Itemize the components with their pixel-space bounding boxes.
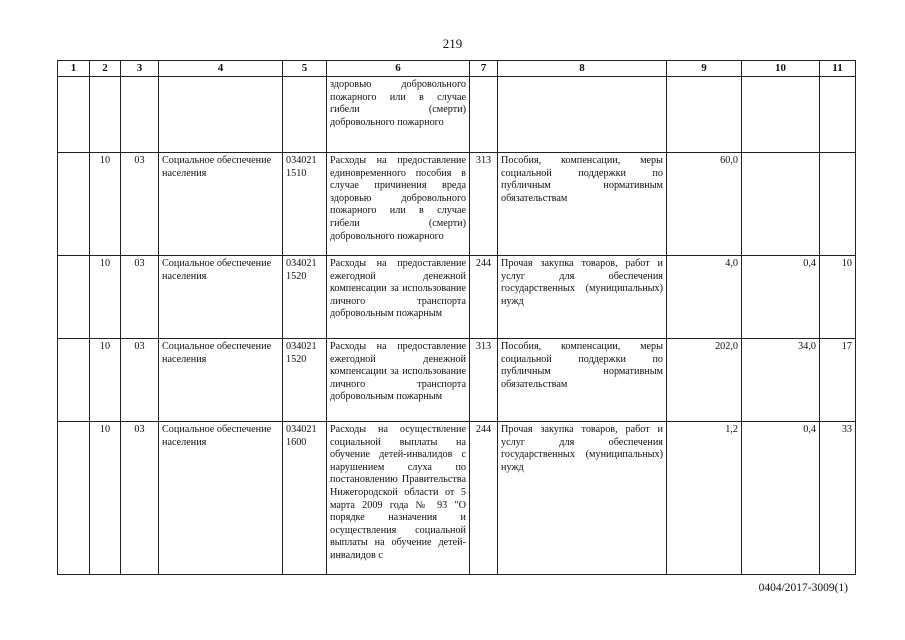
cell-c11 bbox=[820, 77, 856, 153]
cell-percent: 10 bbox=[820, 256, 856, 339]
col-header-10: 10 bbox=[742, 61, 820, 77]
cell-c5 bbox=[283, 77, 327, 153]
cell-section: 10 bbox=[90, 422, 121, 575]
cell-section-name: Социальное обеспечение населения bbox=[159, 422, 283, 575]
col-header-9: 9 bbox=[667, 61, 742, 77]
cell-percent bbox=[820, 153, 856, 256]
cell-c10 bbox=[742, 77, 820, 153]
cell-amount: 1,2 bbox=[667, 422, 742, 575]
cell-amount-2: 0,4 bbox=[742, 256, 820, 339]
cell-c1 bbox=[58, 77, 90, 153]
cell-section-name: Социальное обеспечение населения bbox=[159, 256, 283, 339]
document-code: 0404/2017-3009(1) bbox=[758, 582, 848, 594]
cell-section: 10 bbox=[90, 153, 121, 256]
cell-c1 bbox=[58, 153, 90, 256]
cell-amount: 4,0 bbox=[667, 256, 742, 339]
cell-amount-2: 0,4 bbox=[742, 422, 820, 575]
cell-c1 bbox=[58, 422, 90, 575]
table-row-continuation bbox=[58, 77, 856, 153]
col-header-6: 6 bbox=[327, 61, 470, 77]
cell-target-code: 034021 1520 bbox=[283, 339, 327, 422]
cell-expense-type-name: Пособия, компенсации, меры социальной поддержки по публичным нормативным обязательствам bbox=[498, 339, 667, 422]
cell-amount: 202,0 bbox=[667, 339, 742, 422]
col-header-11: 11 bbox=[820, 61, 856, 77]
cell-subsection: 03 bbox=[121, 153, 159, 256]
cell-c3 bbox=[121, 77, 159, 153]
cell-percent: 33 bbox=[820, 422, 856, 575]
page-number: 219 bbox=[442, 36, 463, 51]
col-header-4: 4 bbox=[159, 61, 283, 77]
cell-c6: здоровью добровольного пожарного или в случае гибели (смерти) добровольного пожарного bbox=[327, 77, 470, 153]
cell-expense-description: Расходы на предоставление ежегодной денежной компенсации за использование личного транспорта добровольным пожарным bbox=[327, 256, 470, 339]
cell-section-name: Социальное обеспечение населения bbox=[159, 339, 283, 422]
cell-c7 bbox=[470, 77, 498, 153]
cell-section: 10 bbox=[90, 256, 121, 339]
header-row bbox=[58, 61, 856, 77]
cell-expense-description: Расходы на предоставление ежегодной денежной компенсации за использование личного транспорта добровольным пожарным bbox=[327, 339, 470, 422]
cell-expense-type: 244 bbox=[470, 256, 498, 339]
table-row bbox=[58, 422, 856, 575]
cell-target-code: 034021 1520 bbox=[283, 256, 327, 339]
col-header-7: 7 bbox=[470, 61, 498, 77]
cell-c1 bbox=[58, 256, 90, 339]
cell-c8 bbox=[498, 77, 667, 153]
cell-expense-description: Расходы на осуществление социальной выплаты на обучение детей-инвалидов с нарушением слуха по постановлению Правительства Нижегородской области от 5 марта 2009 года № 93 "О порядке назначения и осуществления социальной выплаты на обучение детей-инвалидов с bbox=[327, 422, 470, 575]
cell-percent: 17 bbox=[820, 339, 856, 422]
cell-subsection: 03 bbox=[121, 339, 159, 422]
table-row bbox=[58, 256, 856, 339]
cell-expense-type-name: Прочая закупка товаров, работ и услуг для обеспечения государственных (муниципальных) нужд bbox=[498, 256, 667, 339]
col-header-8: 8 bbox=[498, 61, 667, 77]
cell-expense-description: Расходы на предоставление единовременного пособия в случае причинения вреда здоровью добровольного пожарного или в случае гибели (смерти) добровольного пожарного bbox=[327, 153, 470, 256]
cell-c9 bbox=[667, 77, 742, 153]
table-row bbox=[58, 339, 856, 422]
cell-c4 bbox=[159, 77, 283, 153]
col-header-3: 3 bbox=[121, 61, 159, 77]
cell-amount-2: 34,0 bbox=[742, 339, 820, 422]
cell-expense-type-name: Прочая закупка товаров, работ и услуг для обеспечения государственных (муниципальных) нужд bbox=[498, 422, 667, 575]
col-header-5: 5 bbox=[283, 61, 327, 77]
cell-c1 bbox=[58, 339, 90, 422]
cell-subsection: 03 bbox=[121, 256, 159, 339]
cell-section-name: Социальное обеспечение населения bbox=[159, 153, 283, 256]
table-row bbox=[58, 153, 856, 256]
cell-expense-type: 244 bbox=[470, 422, 498, 575]
cell-expense-type: 313 bbox=[470, 153, 498, 256]
cell-subsection: 03 bbox=[121, 422, 159, 575]
cell-expense-type: 313 bbox=[470, 339, 498, 422]
cell-c2 bbox=[90, 77, 121, 153]
budget-table bbox=[57, 60, 856, 575]
cell-amount-2 bbox=[742, 153, 820, 256]
cell-expense-type-name: Пособия, компенсации, меры социальной поддержки по публичным нормативным обязательствам bbox=[498, 153, 667, 256]
col-header-2: 2 bbox=[90, 61, 121, 77]
cell-target-code: 034021 1600 bbox=[283, 422, 327, 575]
cell-target-code: 034021 1510 bbox=[283, 153, 327, 256]
cell-amount: 60,0 bbox=[667, 153, 742, 256]
cell-section: 10 bbox=[90, 339, 121, 422]
col-header-1: 1 bbox=[58, 61, 90, 77]
